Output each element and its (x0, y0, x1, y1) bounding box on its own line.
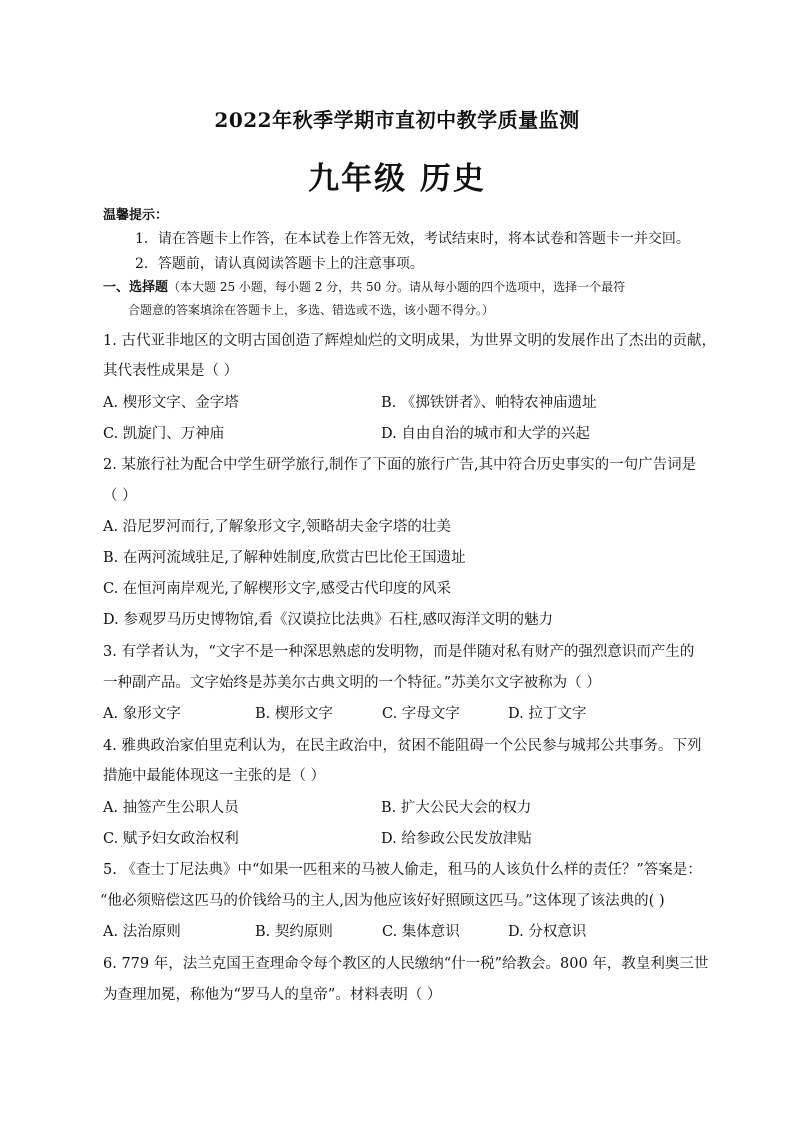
question-2-line2: （ ） (103, 488, 137, 504)
q1-option-b: B. 《掷铁饼者》、帕特农神庙遗址 (381, 395, 597, 411)
section-desc-line1: （本大题 25 小题，每小题 2 分，共 50 分。请从每小题的四个选项中，选择一个最符 (168, 280, 626, 294)
q3-option-c: C. 字母文字 (382, 706, 460, 722)
question-1-line1: 1. 古代亚非地区的文明古国创造了辉煌灿烂的文明成果，为世界文明的发展作出了杰出的贡献， (103, 333, 716, 349)
q4-option-d: D. 给参政公民发放津贴 (381, 831, 532, 847)
q5-option-d: D. 分权意识 (508, 924, 587, 940)
q3-option-a: A. 象形文字 (103, 706, 181, 722)
question-1-line2: 其代表性成果是（ ） (103, 363, 239, 379)
question-5-line2: “他必须赔偿这匹马的价钱给马的主人,因为他应该好好照顾这匹马。”这体现了该法典的( ) (100, 893, 665, 909)
q1-option-c: C. 凯旋门、万神庙 (103, 426, 225, 442)
q3-option-d: D. 拉丁文字 (508, 706, 587, 722)
question-6-line1: 6. 779 年，法兰克国王查理命令每个教区的人民缴纳“什一税”给教会。800 年，教皇利奥三世 (103, 956, 709, 972)
question-4-line1: 4. 雅典政治家伯里克利认为，在民主政治中，贫困不能阻碍一个公民参与城邦公共事务。下列 (103, 738, 702, 754)
question-2-line1: 2. 某旅行社为配合中学生研学旅行,制作了下面的旅行广告,其中符合历史事实的一句广告词是 (103, 457, 697, 473)
q4-option-a: A. 抽签产生公职人员 (103, 800, 239, 816)
notice-item-1: 1．请在答题卡上作答，在本试卷上作答无效，考试结束时，将本试卷和答题卡一并交回。 (135, 231, 690, 247)
question-5-line1: 5. 《查士丁尼法典》中“如果一匹租来的马被人偷走，租马的人该负什么样的责任？”答案是： (103, 862, 702, 878)
q4-option-b: B. 扩大公民大会的权力 (381, 800, 532, 816)
q5-option-a: A. 法治原则 (103, 924, 181, 940)
q1-option-a: A. 楔形文字、金字塔 (103, 395, 239, 411)
exam-subject: 九年级 历史 (308, 161, 486, 197)
question-3-line1: 3. 有学者认为，“文字不是一种深思熟虑的发明物，而是伴随对私有财产的强烈意识而产生的 (103, 644, 695, 660)
q2-option-a: A. 沿尼罗河而行,了解象形文字,领略胡夫金字塔的壮美 (103, 519, 451, 535)
q4-option-c: C. 赋予妇女政治权利 (103, 831, 239, 847)
section-desc-line2: 合题意的答案填涂在答题卡上，多选、错选或不选，该小题不得分。） (128, 303, 495, 317)
q1-option-d: D. 自由自治的城市和大学的兴起 (381, 426, 590, 442)
question-6-line2: 为查理加冕，称他为“罗马人的皇帝”。材料表明（ ） (103, 987, 442, 1003)
exam-title: 2022年秋季学期市直初中教学质量监测 (214, 108, 580, 132)
notice-label: 温馨提示： (103, 208, 169, 223)
question-4-line2: 措施中最能体现这一主张的是（ ） (103, 768, 326, 784)
q5-option-c: C. 集体意识 (382, 924, 460, 940)
q3-option-b: B. 楔形文字 (255, 706, 333, 722)
q2-option-d: D. 参观罗马历史博物馆,看《汉谟拉比法典》石柱,感叹海洋文明的魅力 (103, 612, 554, 628)
q5-option-b: B. 契约原则 (255, 924, 333, 940)
q2-option-c: C. 在恒河南岸观光,了解楔形文字,感受古代印度的风采 (103, 581, 452, 597)
q2-option-b: B. 在两河流域驻足,了解种姓制度,欣赏古巴比伦王国遗址 (103, 550, 466, 566)
question-3-line2: 一种副产品。文字始终是苏美尔古典文明的一个特征。”苏美尔文字被称为（ ） (103, 675, 601, 691)
notice-item-2: 2．答题前，请认真阅读答题卡上的注意事项。 (135, 256, 424, 272)
section-1-header (103, 277, 625, 298)
section-heading: 一、选择题 (103, 280, 169, 295)
